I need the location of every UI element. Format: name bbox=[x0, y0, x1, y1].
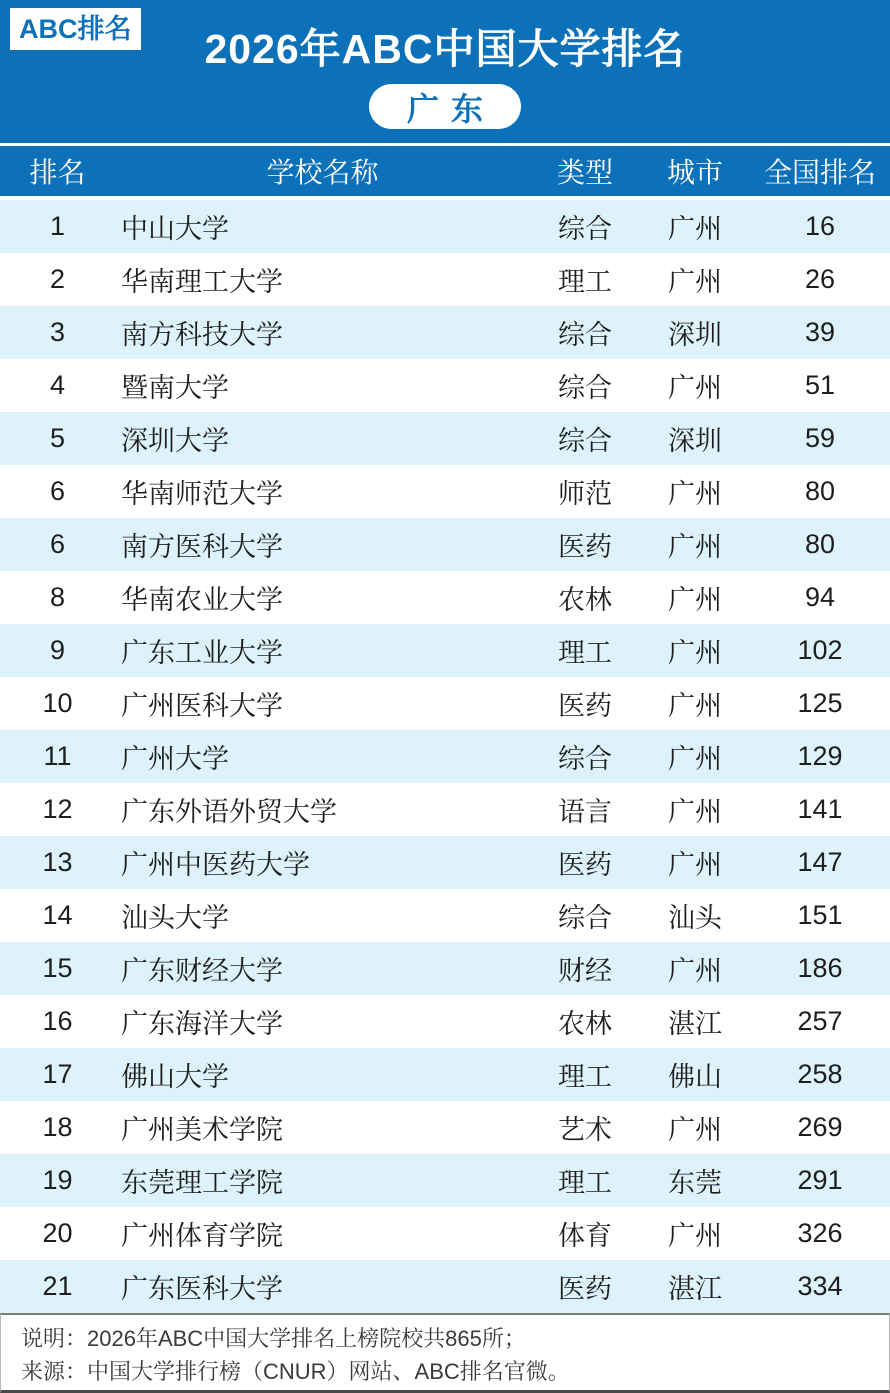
table-row bbox=[0, 624, 890, 677]
national-rank-cell: 16 bbox=[804, 211, 836, 241]
table-row bbox=[0, 836, 890, 889]
region-pill: 广东 bbox=[369, 84, 521, 129]
rank-cell: 10 bbox=[42, 688, 73, 718]
city-cell: 广州 bbox=[668, 214, 722, 244]
table-row bbox=[0, 783, 890, 836]
type-cell: 综合 bbox=[558, 320, 612, 350]
national-rank-cell: 80 bbox=[804, 476, 836, 506]
table-row bbox=[0, 200, 890, 253]
rank-cell: 9 bbox=[49, 635, 66, 665]
city-cell: 广州 bbox=[668, 956, 722, 986]
table-column-header bbox=[0, 146, 890, 200]
national-rank-cell: 186 bbox=[797, 953, 843, 983]
type-cell: 综合 bbox=[558, 744, 612, 774]
national-rank-cell: 147 bbox=[797, 847, 843, 877]
national-rank-cell: 80 bbox=[804, 529, 836, 559]
rank-cell: 2 bbox=[49, 264, 66, 294]
school-name-cell: 汕头大学 bbox=[121, 903, 229, 933]
city-cell: 东莞 bbox=[668, 1168, 722, 1198]
city-cell: 广州 bbox=[668, 638, 722, 668]
rank-cell: 5 bbox=[49, 423, 66, 453]
rank-cell: 1 bbox=[49, 211, 66, 241]
table-row bbox=[0, 1207, 890, 1260]
column-header-city: 城市 bbox=[666, 157, 723, 188]
city-cell: 广州 bbox=[668, 585, 722, 615]
abc-ranking-badge: ABC排名 bbox=[10, 8, 141, 50]
city-cell: 汕头 bbox=[668, 903, 722, 933]
national-rank-cell: 125 bbox=[797, 688, 843, 718]
type-cell: 理工 bbox=[558, 1062, 612, 1092]
school-name-cell: 广东财经大学 bbox=[121, 956, 283, 986]
city-cell: 广州 bbox=[668, 1115, 722, 1145]
national-rank-cell: 291 bbox=[797, 1165, 843, 1195]
school-name-cell: 广东医科大学 bbox=[121, 1274, 283, 1304]
table-row bbox=[0, 889, 890, 942]
ranking-table-body bbox=[0, 200, 890, 1313]
national-rank-cell: 26 bbox=[804, 264, 836, 294]
rank-cell: 6 bbox=[49, 476, 66, 506]
type-cell: 语言 bbox=[558, 797, 612, 827]
city-cell: 广州 bbox=[668, 479, 722, 509]
page-title: 2026年ABC中国大学排名 bbox=[204, 26, 686, 72]
rank-cell: 15 bbox=[42, 953, 73, 983]
rank-cell: 18 bbox=[42, 1112, 73, 1142]
national-rank-cell: 269 bbox=[797, 1112, 843, 1142]
table-row bbox=[0, 571, 890, 624]
rank-cell: 14 bbox=[42, 900, 73, 930]
school-name-cell: 东莞理工学院 bbox=[121, 1168, 283, 1198]
table-row bbox=[0, 677, 890, 730]
hero-header bbox=[0, 0, 890, 146]
school-name-cell: 深圳大学 bbox=[121, 426, 229, 456]
column-header-school-name: 学校名称 bbox=[266, 157, 379, 188]
table-row bbox=[0, 412, 890, 465]
school-name-cell: 广州美术学院 bbox=[121, 1115, 283, 1145]
type-cell: 综合 bbox=[558, 426, 612, 456]
school-name-cell: 华南理工大学 bbox=[121, 267, 283, 297]
city-cell: 深圳 bbox=[668, 426, 722, 456]
school-name-cell: 华南师范大学 bbox=[121, 479, 283, 509]
school-name-cell: 广东海洋大学 bbox=[121, 1009, 283, 1039]
type-cell: 理工 bbox=[558, 638, 612, 668]
national-rank-cell: 102 bbox=[797, 635, 843, 665]
school-name-cell: 华南农业大学 bbox=[121, 585, 283, 615]
footer-note-line: 说明：2026年ABC中国大学排名上榜院校共865所； bbox=[21, 1326, 526, 1351]
type-cell: 师范 bbox=[558, 479, 612, 509]
type-cell: 理工 bbox=[558, 267, 612, 297]
type-cell: 综合 bbox=[558, 214, 612, 244]
national-rank-cell: 59 bbox=[804, 423, 836, 453]
rank-cell: 13 bbox=[42, 847, 73, 877]
rank-cell: 17 bbox=[42, 1059, 73, 1089]
national-rank-cell: 51 bbox=[804, 370, 836, 400]
type-cell: 医药 bbox=[558, 532, 612, 562]
rank-cell: 6 bbox=[49, 529, 66, 559]
rank-cell: 8 bbox=[49, 582, 66, 612]
table-row bbox=[0, 306, 890, 359]
rank-cell: 20 bbox=[42, 1218, 73, 1248]
column-header-rank: 排名 bbox=[29, 157, 86, 188]
table-row bbox=[0, 518, 890, 571]
city-cell: 湛江 bbox=[668, 1009, 722, 1039]
rank-cell: 21 bbox=[42, 1271, 73, 1301]
rank-cell: 4 bbox=[49, 370, 66, 400]
type-cell: 艺术 bbox=[558, 1115, 612, 1145]
type-cell: 财经 bbox=[558, 956, 612, 986]
city-cell: 广州 bbox=[668, 691, 722, 721]
school-name-cell: 广州中医药大学 bbox=[121, 850, 310, 880]
city-cell: 深圳 bbox=[668, 320, 722, 350]
type-cell: 医药 bbox=[558, 691, 612, 721]
city-cell: 广州 bbox=[668, 1221, 722, 1251]
school-name-cell: 佛山大学 bbox=[121, 1062, 229, 1092]
school-name-cell: 南方科技大学 bbox=[121, 320, 283, 350]
school-name-cell: 广州医科大学 bbox=[121, 691, 283, 721]
table-row bbox=[0, 253, 890, 306]
national-rank-cell: 94 bbox=[804, 582, 836, 612]
table-row bbox=[0, 730, 890, 783]
school-name-cell: 南方医科大学 bbox=[121, 532, 283, 562]
national-rank-cell: 151 bbox=[797, 900, 843, 930]
city-cell: 广州 bbox=[668, 373, 722, 403]
national-rank-cell: 129 bbox=[797, 741, 843, 771]
column-header-national-rank: 全国排名 bbox=[763, 157, 876, 188]
type-cell: 体育 bbox=[558, 1221, 612, 1251]
footer-notes bbox=[0, 1313, 890, 1393]
type-cell: 综合 bbox=[558, 373, 612, 403]
type-cell: 综合 bbox=[558, 903, 612, 933]
table-row bbox=[0, 465, 890, 518]
column-header-type: 类型 bbox=[556, 157, 613, 188]
city-cell: 广州 bbox=[668, 744, 722, 774]
type-cell: 医药 bbox=[558, 1274, 612, 1304]
city-cell: 湛江 bbox=[668, 1274, 722, 1304]
table-row bbox=[0, 1048, 890, 1101]
national-rank-cell: 39 bbox=[804, 317, 836, 347]
rank-cell: 3 bbox=[49, 317, 66, 347]
type-cell: 农林 bbox=[558, 1009, 612, 1039]
rank-cell: 19 bbox=[42, 1165, 73, 1195]
table-row bbox=[0, 1260, 890, 1313]
national-rank-cell: 334 bbox=[797, 1271, 843, 1301]
school-name-cell: 广州大学 bbox=[121, 744, 229, 774]
national-rank-cell: 141 bbox=[797, 794, 843, 824]
school-name-cell: 广州体育学院 bbox=[121, 1221, 283, 1251]
national-rank-cell: 326 bbox=[797, 1218, 843, 1248]
rank-cell: 11 bbox=[43, 741, 72, 771]
city-cell: 广州 bbox=[668, 797, 722, 827]
city-cell: 广州 bbox=[668, 267, 722, 297]
school-name-cell: 暨南大学 bbox=[121, 373, 229, 403]
footer-source-line: 来源：中国大学排行榜（CNUR）网站、ABC排名官微。 bbox=[21, 1359, 570, 1384]
national-rank-cell: 257 bbox=[797, 1006, 843, 1036]
table-row bbox=[0, 1154, 890, 1207]
national-rank-cell: 258 bbox=[797, 1059, 843, 1089]
rank-cell: 16 bbox=[42, 1006, 73, 1036]
table-row bbox=[0, 1101, 890, 1154]
table-row bbox=[0, 359, 890, 412]
table-row bbox=[0, 942, 890, 995]
city-cell: 广州 bbox=[668, 850, 722, 880]
school-name-cell: 广东工业大学 bbox=[121, 638, 283, 668]
city-cell: 佛山 bbox=[668, 1062, 722, 1092]
type-cell: 医药 bbox=[558, 850, 612, 880]
school-name-cell: 中山大学 bbox=[121, 214, 229, 244]
table-row bbox=[0, 995, 890, 1048]
rank-cell: 12 bbox=[42, 794, 73, 824]
school-name-cell: 广东外语外贸大学 bbox=[121, 797, 337, 827]
type-cell: 理工 bbox=[558, 1168, 612, 1198]
type-cell: 农林 bbox=[558, 585, 612, 615]
city-cell: 广州 bbox=[668, 532, 722, 562]
